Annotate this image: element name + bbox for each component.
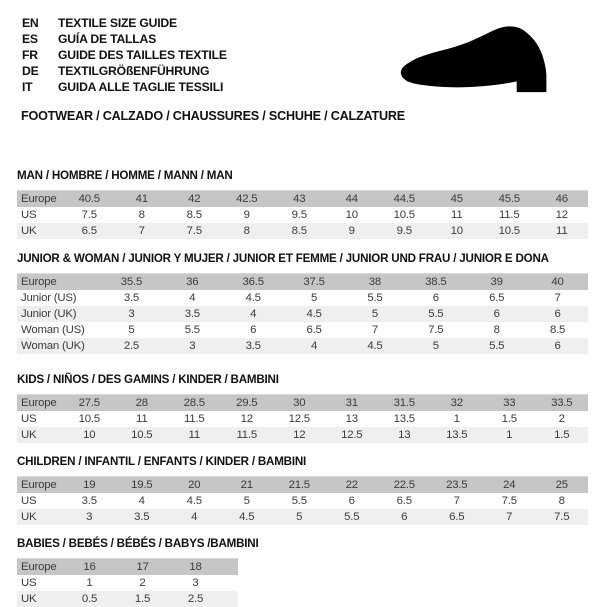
row-label: UK [21,429,37,441]
language-row [22,47,227,63]
row-label: UK [21,225,37,237]
language-code: IT [22,80,33,94]
size-cell: 3.5 [134,511,150,523]
row-label: Europe [21,561,57,573]
table-row [17,493,588,509]
size-cell: 1.5 [554,429,570,441]
size-cell: 2.5 [123,340,140,352]
language-row [22,31,227,47]
size-cell: 41 [135,193,148,205]
size-cell: 5.5 [428,308,444,320]
size-cell: 5.5 [344,511,360,523]
size-cell: 9.5 [291,209,307,221]
size-cell: 12 [240,413,253,425]
size-cell: 6 [401,511,408,523]
table-row [17,191,588,207]
row-label: UK [21,511,37,523]
size-cell: 8 [243,225,250,237]
size-cell: 5.5 [291,495,307,507]
table-row [17,207,588,223]
size-cell: 12 [555,209,568,221]
size-cell: 9 [243,209,250,221]
size-cell: 22 [345,479,358,491]
row-label: Junior (US) [21,292,77,304]
table-row [17,477,588,493]
size-cell: 30 [293,397,306,409]
size-cell: 4 [189,292,196,304]
size-cell: 11 [556,225,568,237]
row-label: Woman (UK) [21,340,85,352]
size-cell: 39 [490,276,503,288]
section-title: MAN / HOMBRE / HOMME / MANN / MAN [17,169,233,182]
size-cell: 8.5 [186,209,202,221]
section-title: JUNIOR & WOMAN / JUNIOR Y MUJER / JUNIOR ET FEMME / JUNIOR UND FRAU / JUNIOR E DONA [17,252,549,265]
size-cell: 1 [506,429,513,441]
size-cell: 29.5 [236,397,258,409]
category-title: FOOTWEAR / CALZADO / CHAUSSURES / SCHUHE / CALZATURE [21,109,405,123]
size-cell: 6.5 [449,511,465,523]
table-row [17,274,588,290]
size-cell: 28 [135,397,148,409]
size-cell: 7 [138,225,145,237]
size-cell: 12.5 [341,429,363,441]
size-cell: 7 [506,511,513,523]
size-cell: 13.5 [393,413,415,425]
size-cell: 2.5 [187,593,204,605]
size-cell: 13 [398,429,411,441]
language-code: ES [22,32,38,46]
language-legend [22,15,227,95]
size-cell: 10 [83,429,96,441]
size-cell: 11 [136,413,148,425]
size-cell: 28.5 [183,397,205,409]
size-cell: 3.5 [245,340,261,352]
size-cell: 10 [345,209,358,221]
size-cell: 9 [348,225,355,237]
row-label: US [21,413,37,425]
table-row [17,338,588,354]
row-label: US [21,495,37,507]
size-cell: 2 [558,413,565,425]
size-cell: 40 [551,276,564,288]
language-code: FR [22,48,38,62]
table-row [17,509,588,525]
row-label: Europe [21,193,57,205]
table-row [17,290,588,306]
size-cell: 6.5 [81,225,97,237]
section-title: KIDS / NIÑOS / DES GAMINS / KINDER / BAMBINI [17,373,279,386]
size-cell: 7 [453,495,460,507]
size-cell: 7 [371,324,378,336]
size-cell: 3.5 [184,308,200,320]
language-label: GUÍA DE TALLAS [58,32,157,46]
size-cell: 5.5 [367,292,383,304]
size-table-section-kids [0,374,600,443]
size-cell: 10.5 [393,209,415,221]
size-cell: 5 [128,324,135,336]
size-cell: 6.5 [396,495,412,507]
size-cell: 16 [83,561,96,573]
table-row [17,322,588,338]
size-cell: 6 [554,308,561,320]
size-cell: 37.5 [303,276,325,288]
table-row [17,591,238,607]
size-cell: 42.5 [236,193,258,205]
size-cell: 3.5 [81,495,97,507]
row-label: US [21,577,37,589]
size-cell: 13.5 [446,429,468,441]
language-row [22,63,227,79]
size-cell: 24 [503,479,516,491]
size-cell: 10 [450,225,463,237]
size-cell: 11 [451,209,463,221]
size-cell: 12 [293,429,306,441]
size-cell: 21.5 [288,479,310,491]
size-cell: 21 [240,479,253,491]
size-cell: 6.5 [306,324,322,336]
size-cell: 44.5 [393,193,415,205]
size-cell: 43 [293,193,306,205]
size-cell: 19 [83,479,96,491]
language-label: GUIDA ALLE TAGLIE TESSILI [58,80,224,94]
size-cell: 4.5 [367,340,383,352]
size-table [17,190,588,239]
size-cell: 31 [345,397,358,409]
size-cell: 18 [189,561,202,573]
size-cell: 38 [368,276,382,288]
table-row [17,395,588,411]
size-cell: 12.5 [288,413,310,425]
size-cell: 5.5 [489,340,505,352]
size-cell: 10.5 [498,225,520,237]
size-cell: 4 [250,308,257,320]
size-cell: 35.5 [120,276,143,288]
size-cell: 1.5 [501,413,517,425]
size-cell: 36 [186,276,199,288]
size-cell: 5 [371,308,378,320]
size-cell: 11.5 [183,413,205,425]
size-cell: 46 [555,193,568,205]
size-cell: 3 [86,511,93,523]
size-cell: 1 [86,577,93,589]
size-cell: 20 [188,479,201,491]
size-cell: 33 [503,397,516,409]
size-cell: 8.5 [549,324,566,336]
size-cell: 10.5 [78,413,100,425]
size-cell: 4 [138,495,145,507]
table-row [17,306,588,322]
size-cell: 9.5 [396,225,412,237]
size-cell: 19.5 [131,479,153,491]
language-label: TEXTILGRÖßENFÜHRUNG [58,64,210,78]
size-cell: 5 [310,292,318,304]
language-code: DE [22,64,39,78]
size-cell: 10.5 [131,429,153,441]
section-title: CHILDREN / INFANTIL / ENFANTS / KINDER / BAMBINI [17,455,307,468]
size-cell: 3 [192,577,199,589]
table-row [17,411,588,427]
size-cell: 6 [554,340,561,352]
size-cell: 8 [493,324,500,336]
size-cell: 6 [432,292,439,304]
size-cell: 27.5 [78,397,100,409]
language-label: TEXTILE SIZE GUIDE [58,16,177,30]
section-title: BABIES / BEBÉS / BÉBÉS / BABYS /BAMBINI [17,537,259,550]
language-code: EN [22,16,39,30]
size-cell: 45.5 [498,193,520,205]
size-table-section-man [0,170,600,239]
size-cell: 5 [296,511,303,523]
size-cell: 36.5 [242,276,264,288]
size-cell: 1 [453,413,460,425]
row-label: Europe [21,479,57,491]
size-cell: 4.5 [186,495,202,507]
size-tables [0,170,600,607]
size-cell: 11 [188,429,200,441]
size-cell: 3.5 [123,292,140,304]
size-cell: 1.5 [134,593,151,605]
size-table [17,394,588,443]
size-cell: 7.5 [81,209,97,221]
size-cell: 8 [138,209,145,221]
size-cell: 13 [345,413,358,425]
size-cell: 4.5 [245,292,261,304]
row-label: Woman (US) [21,324,85,336]
size-cell: 3 [189,340,196,352]
size-cell: 25 [555,479,568,491]
size-cell: 17 [136,561,149,573]
size-cell: 7 [554,292,561,304]
size-table [17,476,588,525]
size-cell: 11.5 [498,209,520,221]
size-table [17,273,588,354]
row-label: UK [21,593,37,605]
size-cell: 5 [432,340,439,352]
size-cell: 3 [128,308,135,320]
size-cell: 2 [139,577,146,589]
size-cell: 38.5 [425,276,447,288]
size-table-section-children [0,456,600,525]
size-cell: 33.5 [551,397,573,409]
size-cell: 6.5 [489,292,505,304]
row-label: Europe [21,397,57,409]
size-cell: 4.5 [239,511,255,523]
size-cell: 6 [250,324,257,336]
row-label: Europe [21,276,57,288]
size-cell: 7.5 [554,511,570,523]
size-cell: 8 [558,495,565,507]
row-label: Junior (UK) [21,308,77,320]
row-label: US [21,209,37,221]
size-cell: 6 [493,308,500,320]
size-cell: 5 [243,495,250,507]
size-cell: 7.5 [501,495,517,507]
size-cell: 4 [310,340,318,352]
size-cell: 22.5 [393,479,415,491]
language-label: GUIDE DES TAILLES TEXTILE [58,48,227,62]
language-row [22,15,227,31]
size-cell: 8.5 [291,225,307,237]
table-row [17,223,588,239]
size-cell: 4.5 [306,308,322,320]
table-row [17,575,238,591]
size-cell: 31.5 [393,397,415,409]
size-cell: 40.5 [78,193,100,205]
dress-shoe-icon [396,26,578,96]
table-row [17,559,238,575]
size-cell: 7.5 [186,225,202,237]
size-table-section-babies [0,538,600,607]
size-cell: 23.5 [446,479,468,491]
size-table-section-junior-woman [0,253,600,354]
size-cell: 5.5 [184,324,200,336]
table-row [17,427,588,443]
size-cell: 0.5 [81,593,98,605]
size-cell: 11.5 [236,429,258,441]
size-cell: 44 [345,193,358,205]
size-cell: 45 [450,193,463,205]
size-cell: 4 [191,511,198,523]
size-cell: 6 [348,495,355,507]
size-cell: 7.5 [428,324,444,336]
size-cell: 32 [450,397,463,409]
size-cell: 42 [188,193,201,205]
language-row [22,79,227,95]
